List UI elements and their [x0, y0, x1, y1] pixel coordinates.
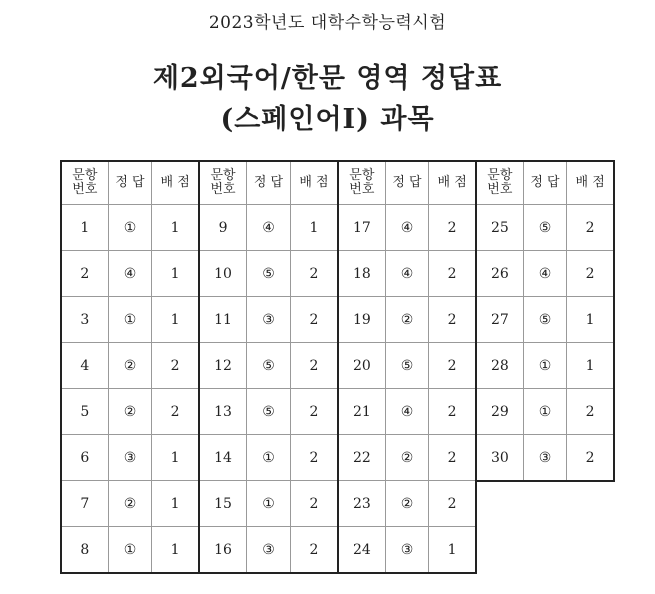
- question-number: 24: [339, 527, 385, 573]
- answer-group-1: [60, 160, 200, 574]
- points: 2: [152, 343, 198, 389]
- points: 2: [567, 389, 613, 435]
- points: 1: [152, 251, 198, 297]
- points-header: 배 점: [567, 162, 613, 205]
- points-header: 배 점: [290, 162, 337, 205]
- exam-year-title: 2023학년도 대학수학능력시험: [208, 13, 447, 33]
- table-row: [477, 343, 613, 389]
- question-number: 29: [477, 389, 523, 435]
- table-row: [339, 389, 475, 435]
- table-row: [62, 205, 198, 251]
- answer: ②: [385, 481, 429, 527]
- question-number: 21: [339, 389, 385, 435]
- question-number: 14: [200, 435, 247, 481]
- answer: ⑤: [523, 205, 567, 251]
- points: 2: [290, 251, 337, 297]
- points: 2: [429, 343, 475, 389]
- answer: ④: [108, 251, 152, 297]
- table-row: [339, 297, 475, 343]
- answer: ②: [108, 343, 152, 389]
- answer: ②: [108, 481, 152, 527]
- answer: ①: [247, 481, 291, 527]
- subject-title: (스페인어Ⅰ) 과목: [220, 104, 435, 135]
- table-row: [339, 527, 475, 573]
- points: 1: [567, 343, 613, 389]
- answer: ②: [385, 297, 429, 343]
- answer-header: 정 답: [385, 162, 429, 205]
- points: 2: [429, 389, 475, 435]
- question-number: 3: [62, 297, 108, 343]
- answer: ⑤: [523, 297, 567, 343]
- header-row: [339, 162, 475, 205]
- table-row: [200, 527, 337, 573]
- points: 2: [152, 389, 198, 435]
- table-row: [200, 251, 337, 297]
- table-row: [477, 297, 613, 343]
- points: 2: [290, 527, 337, 573]
- answer: ④: [247, 205, 291, 251]
- answer-group-2: [198, 160, 339, 574]
- answer: ①: [523, 389, 567, 435]
- question-number: 6: [62, 435, 108, 481]
- points: 2: [290, 389, 337, 435]
- table-row: [200, 389, 337, 435]
- question-number: 15: [200, 481, 247, 527]
- answer: ②: [385, 435, 429, 481]
- table-row: [339, 205, 475, 251]
- answer: ④: [385, 389, 429, 435]
- points: 2: [429, 251, 475, 297]
- points: 1: [152, 481, 198, 527]
- points: 2: [290, 343, 337, 389]
- answer: ④: [385, 251, 429, 297]
- question-number: 9: [200, 205, 247, 251]
- answer: ③: [385, 527, 429, 573]
- answer: ①: [108, 205, 152, 251]
- question-number: 23: [339, 481, 385, 527]
- table-row: [200, 297, 337, 343]
- answer: ①: [247, 435, 291, 481]
- points: 1: [152, 297, 198, 343]
- question-number-header: 문항 번호: [477, 162, 523, 205]
- answer-group-4: [475, 160, 615, 482]
- question-number: 18: [339, 251, 385, 297]
- points: 1: [290, 205, 337, 251]
- table-row: [62, 389, 198, 435]
- table-row: [62, 297, 198, 343]
- points: 2: [429, 481, 475, 527]
- question-number-header: 문항 번호: [200, 162, 247, 205]
- question-number: 12: [200, 343, 247, 389]
- table-row: [339, 435, 475, 481]
- question-number: 1: [62, 205, 108, 251]
- answer: ⑤: [247, 343, 291, 389]
- question-number: 27: [477, 297, 523, 343]
- table-row: [477, 435, 613, 481]
- table-row: [62, 343, 198, 389]
- question-number: 16: [200, 527, 247, 573]
- answer: ①: [108, 527, 152, 573]
- points: 2: [429, 205, 475, 251]
- points: 1: [152, 205, 198, 251]
- page-title: 제2외국어/한문 영역 정답표: [152, 63, 503, 94]
- points: 1: [152, 435, 198, 481]
- question-number: 11: [200, 297, 247, 343]
- answer: ①: [108, 297, 152, 343]
- answer: ③: [108, 435, 152, 481]
- header-row: [62, 162, 198, 205]
- points: 1: [152, 527, 198, 573]
- table-row: [62, 527, 198, 573]
- answer: ③: [247, 297, 291, 343]
- table-row: [339, 481, 475, 527]
- table-row: [339, 251, 475, 297]
- points-header: 배 점: [152, 162, 198, 205]
- points: 2: [290, 435, 337, 481]
- points: 2: [567, 251, 613, 297]
- points: 2: [290, 481, 337, 527]
- question-number-header: 문항 번호: [62, 162, 108, 205]
- question-number: 30: [477, 435, 523, 481]
- points: 1: [429, 527, 475, 573]
- points: 2: [567, 435, 613, 481]
- question-number: 28: [477, 343, 523, 389]
- table-row: [200, 481, 337, 527]
- table-row: [62, 435, 198, 481]
- question-number: 8: [62, 527, 108, 573]
- table-row: [200, 435, 337, 481]
- table-row: [62, 251, 198, 297]
- question-number: 13: [200, 389, 247, 435]
- answer-header: 정 답: [108, 162, 152, 205]
- table-row: [62, 481, 198, 527]
- question-number: 22: [339, 435, 385, 481]
- answer: ③: [247, 527, 291, 573]
- answer: ⑤: [247, 389, 291, 435]
- table-row: [477, 251, 613, 297]
- question-number: 4: [62, 343, 108, 389]
- table-row: [477, 389, 613, 435]
- points: 2: [290, 297, 337, 343]
- question-number: 10: [200, 251, 247, 297]
- points: 2: [429, 435, 475, 481]
- header-row: [200, 162, 337, 205]
- answer: ②: [108, 389, 152, 435]
- points: 2: [567, 205, 613, 251]
- table-row: [200, 205, 337, 251]
- answer-group-3: [337, 160, 477, 574]
- answer: ④: [523, 251, 567, 297]
- question-number: 5: [62, 389, 108, 435]
- answer-header: 정 답: [247, 162, 291, 205]
- points: 1: [567, 297, 613, 343]
- points-header: 배 점: [429, 162, 475, 205]
- question-number: 7: [62, 481, 108, 527]
- points: 2: [429, 297, 475, 343]
- table-row: [200, 343, 337, 389]
- question-number: 20: [339, 343, 385, 389]
- header-row: [477, 162, 613, 205]
- answer: ④: [385, 205, 429, 251]
- question-number: 2: [62, 251, 108, 297]
- question-number-header: 문항 번호: [339, 162, 385, 205]
- answer-header: 정 답: [523, 162, 567, 205]
- question-number: 19: [339, 297, 385, 343]
- table-row: [477, 205, 613, 251]
- question-number: 17: [339, 205, 385, 251]
- answer: ⑤: [247, 251, 291, 297]
- question-number: 26: [477, 251, 523, 297]
- question-number: 25: [477, 205, 523, 251]
- answer: ⑤: [385, 343, 429, 389]
- answer: ①: [523, 343, 567, 389]
- answer: ③: [523, 435, 567, 481]
- table-row: [339, 343, 475, 389]
